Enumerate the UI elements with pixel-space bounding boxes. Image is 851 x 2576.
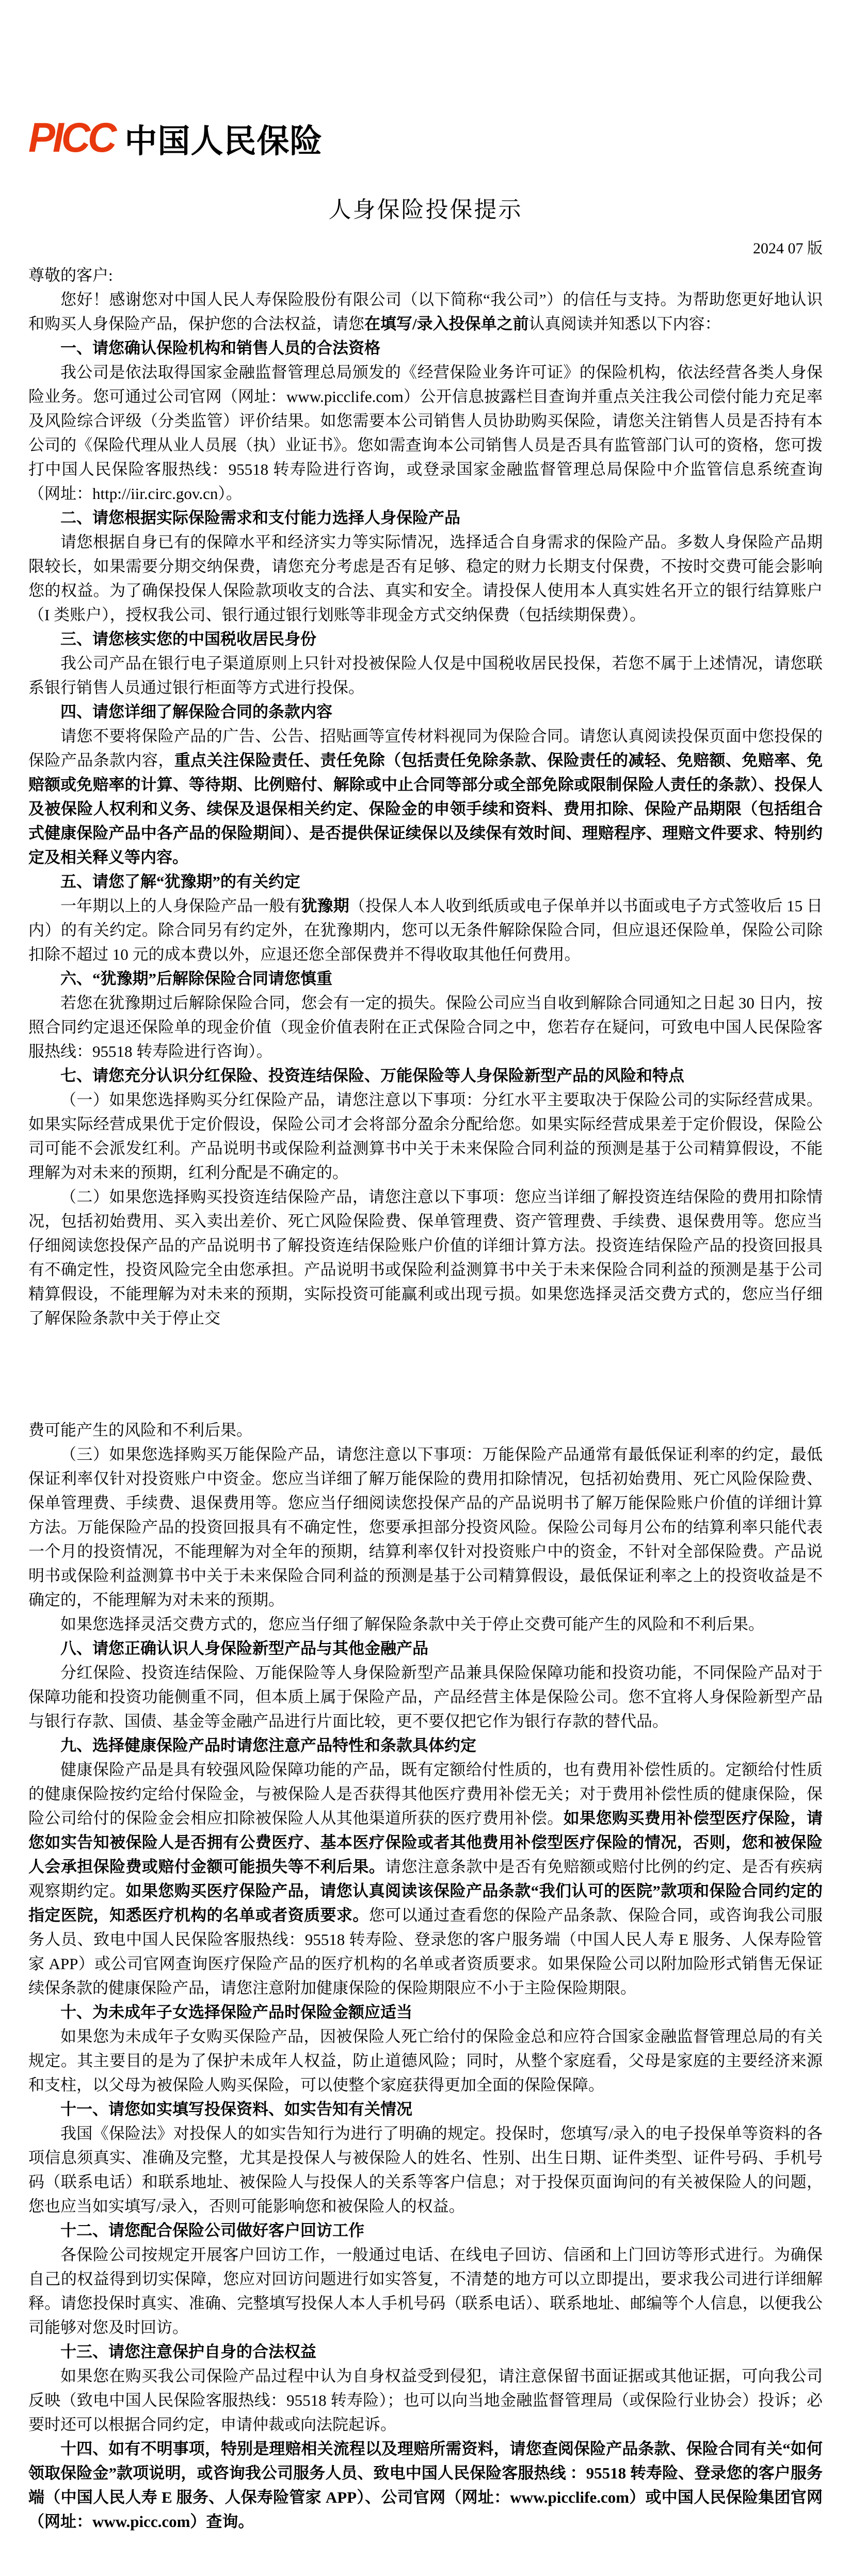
text-run: 尊敬的客户: [28, 266, 113, 284]
text-run: 十、为未成年子女选择保险产品时保险金额应适当 [60, 2003, 412, 2021]
text-run: 九、选择健康保险产品时请您注意产品特性和条款具体约定 [60, 1736, 476, 1754]
text-run: 一年期以上的人身保险产品一般有 [60, 897, 301, 915]
section-heading [28, 2000, 823, 2024]
text-run: 八、请您正确认识人身保险新型产品与其他金融产品 [60, 1639, 428, 1657]
text-run: 五、请您了解“犹豫期”的有关约定 [60, 873, 300, 891]
section-heading [28, 2218, 823, 2243]
text-run: 认真阅读并知悉以下内容： [528, 315, 721, 333]
text-run: 我国《保险法》对投保人的如实告知行为进行了明确的规定。投保时，您填写/录入的电子投保单等资料的各项信息须真实、准确及完整，尤其是投保人与被保险人的姓名、性别、出生日期、证件类型、证件号码、手机号码（联系电话）和联系地址、被保险人与投保人的关系等客户信息；对于投保页面询问的有关被保险人的问题，您也应当如实填写/录入，否则可能影响您和被保险人的权益。 [28, 2124, 823, 2215]
text-run: 六、“犹豫期”后解除保险合同请您慎重 [60, 970, 332, 988]
text-run: 您可以通过查看您的保险产品条款、保险合同，或咨询我公司服务人员、致电中国人民保险客服热线：95518 转寿险、登录您的客户服务端（中国人民人寿 E 服务、人保寿险管家 APP）或公司官网查询医疗保险产品的医疗机构的名单或者资质要求。如果保险公司以附加险形式销售无保证续保条款的健康保险产品，请您注意附加健康保险的保险期限应不小于主险保险期限。 [28, 1906, 823, 1997]
paragraph [28, 651, 823, 700]
version-label: 2024 07 版 [753, 240, 823, 257]
text-run: （二）如果您选择购买投资连结保险产品，请您注意以下事项：您应当详细了解投资连结保险的费用扣除情况，包括初始费用、买入卖出差价、死亡风险保险费、保单管理费、资产管理费、手续费、退保费用等。您应当仔细阅读您投保产品的产品说明书了解投资连结保险账户价值的详细计算方法。投资连结保险产品的投资回报具有不确定性，投资风险完全由您承担。产品说明书或保险利益测算书中关于未来保险合同利益的预测是基于公司精算假设，不能理解为对未来的预期，实际投资可能赢利或出现亏损。如果您选择灵活交费方式的，您应当仔细了解保险条款中关于停止交 [28, 1188, 823, 1327]
picc-logo-icon: PICC [28, 113, 115, 161]
text-run: 请您不要将保险产品的广告、公告、招贴画等宣传材料视同为保险合同。请您认真阅读投保页面中您投保的保险产品条款内容， [28, 727, 823, 769]
section-heading [28, 700, 823, 724]
paragraph [28, 1612, 823, 1636]
paragraph [28, 991, 823, 1064]
text-run: 十二、请您配合保险公司做好客户回访工作 [60, 2221, 364, 2240]
section-heading [28, 1064, 823, 1088]
paragraph [28, 530, 823, 627]
paragraph [28, 2024, 823, 2097]
company-logo [28, 113, 823, 161]
paragraph [28, 1442, 823, 1612]
text-run: 请您注意条款中是否有免赔额或赔付比例的约定、是否有疾病观察期约定。 [28, 1858, 823, 1900]
paragraph [28, 287, 823, 336]
text-run: 分红保险、投资连结保险、万能保险等人身保险新型产品兼具保险保障功能和投资功能，不同保险产品对于保障功能和投资功能侧重不同，但本质上属于保险产品，产品经营主体是保险公司。您不宜将人身保险新型产品与银行存款、国债、基金等金融产品进行片面比较，更不要仅把它作为银行存款的替代品。 [28, 1664, 823, 1730]
section-heading [28, 336, 823, 360]
section-heading [28, 870, 823, 894]
paragraph [28, 2364, 823, 2437]
text-run: 健康保险产品是具有较强风险保障功能的产品，既有定额给付性质的，也有费用补偿性质的。定额给付性质的健康保险按约定给付保险金，与被保险人是否获得其他医疗费用补偿无关；对于费用补偿性质的健康保险，保险公司给付的保险金会相应扣除被保险人从其他渠道所获的医疗费用补偿。 [28, 1761, 823, 1827]
paragraph [28, 1088, 823, 1185]
page-title: 人身保险投保提示 [328, 197, 523, 222]
text-run: 十三、请您注意保护自身的合法权益 [60, 2343, 316, 2361]
paragraph [28, 1758, 823, 2000]
text-run: 十一、请您如实填写投保资料、如实告知有关情况 [60, 2100, 412, 2118]
bold-text-run: 如果您购买费用补偿型医疗保险，请您如实告知被保险人是否拥有公费医疗、基本医疗保险或者其他费用补偿型医疗保险的情况，否则，您和被保险人会承担保险费或赔付金额可能损失等不利后果。 [28, 1809, 823, 1876]
section-heading [28, 2340, 823, 2364]
text-run: 七、请您充分认识分红保险、投资连结保险、万能保险等人身保险新型产品的风险和特点 [60, 1067, 684, 1085]
text-run: 若您在犹豫期过后解除保险合同，您会有一定的损失。保险公司应当自收到解除合同通知之日起 30 日内，按照合同约定退还保险单的现金价值（现金价值表附在正式保险合同之中，您若存在疑问，可致电中国人民保险客服热线：95518 转寿险进行咨询）。 [28, 994, 823, 1060]
text-run: 如果您选择灵活交费方式的，您应当仔细了解保险条款中关于停止交费可能产生的风险和不利后果。 [60, 1615, 764, 1633]
section-heading [28, 1733, 823, 1758]
section-heading [28, 506, 823, 530]
text-run: 如果您在购买我公司保险产品过程中认为自身权益受到侵犯，请注意保留书面证据或其他证据，可向我公司反映（致电中国人民保险客服热线：95518 转寿险）；也可以向当地金融监督管理局（或保险行业协会）投诉；必要时还可以根据合同约定，申请仲裁或向法院起诉。 [28, 2367, 823, 2434]
paragraph [28, 894, 823, 967]
text-run: （投保人本人收到纸质或电子保单并以书面或电子方式签收后 15 日内）的有关约定。除合同另有约定外，在犹豫期内，您可以无条件解除保险合同，但应退还保险单，保险公司除扣除不超过 10 元的成本费以外，应退还您全部保费并不得收取其他任何费用。 [28, 897, 823, 963]
paragraph [28, 360, 823, 506]
company-name: 中国人民保险 [124, 123, 323, 159]
paragraph [28, 1661, 823, 1733]
section-heading [28, 967, 823, 991]
paragraph [28, 2243, 823, 2340]
bold-text-run: 犹豫期 [301, 897, 349, 915]
paragraph [28, 2121, 823, 2218]
text-run: （三）如果您选择购买万能保险产品，请您注意以下事项：万能保险产品通常有最低保证利率的约定，最低保证利率仅针对投资账户中资金。您应当详细了解万能保险的费用扣除情况，包括初始费用、死亡风险保险费、保单管理费、手续费、退保费用等。您应当仔细阅读您投保产品的产品说明书了解万能保险账户价值的详细计算方法。万能保险产品的投资回报具有不确定性，您要承担部分投资风险。保险公司每月公布的结算利率只能代表一个月的投资情况，不能理解为对全年的预期，结算利率仅针对投资账户中的资金，不针对全部保险费。产品说明书或保险利益测算书中关于未来保险合同利益的预测是基于公司精算假设，最低保证利率之上的投资收益是不确定的，不能理解为对未来的预期。 [28, 1445, 823, 1609]
section-heading [28, 1636, 823, 1661]
document-body [28, 263, 823, 2534]
section-heading [28, 2097, 823, 2121]
text-run: 一、请您确认保险机构和销售人员的合法资格 [60, 339, 380, 357]
text-run: 请您根据自身已有的保障水平和经济实力等实际情况，选择适合自身需求的保险产品。多数人身保险产品期限较长，如果需要分期交纳保费，请您充分考虑是否有足够、稳定的财力长期支付保费，不按时交费可能会影响您的权益。为了确保投保人保险款项收支的合法、真实和安全。请投保人使用本人真实姓名开立的银行结算账户（I 类账户），授权我公司、银行通过银行划账等非现金方式交纳保费（包括续期保费）。 [28, 533, 823, 624]
text-run: 我公司产品在银行电子渠道原则上只针对投被保险人仅是中国税收居民投保，若您不属于上述情况，请您联系银行销售人员通过银行柜面等方式进行投保。 [28, 654, 823, 697]
paragraph [28, 2437, 823, 2534]
bold-text-run: 如果您购买医疗保险产品，请您认真阅读该保险产品条款“我们认可的医院”款项和保险合同约定的指定医院，知悉医疗机构的名单或者资质要求。 [28, 1882, 823, 1924]
text-run: （一）如果您选择购买分红保险产品，请您注意以下事项：分红水平主要取决于保险公司的实际经营成果。如果实际经营成果优于定价假设，保险公司才会将部分盈余分配给您。如果实际经营成果差于定价假设，保险公司可能不会派发红利。产品说明书或保险利益测算书中关于未来保险合同利益的预测是基于公司精算假设，不能理解为对未来的预期，红利分配是不确定的。 [28, 1091, 823, 1182]
paragraph [28, 724, 823, 870]
text-run: 费可能产生的风险和不利后果。 [28, 1421, 252, 1439]
section-heading [28, 627, 823, 651]
text-run: 三、请您核实您的中国税收居民身份 [60, 630, 316, 648]
paragraph [28, 1185, 823, 1330]
bold-text-run: 重点关注保险责任、责任免除（包括责任免除条款、保险责任的减轻、免赔额、免赔率、免赔额或免赔率的计算、等待期、比例赔付、解除或中止合同等部分或全部免除或限制保险人责任的条款）、投保人及被保险人权利和义务、续保及退保相关约定、保险金的申领手续和资料、费用扣除、保险产品期限（包括组合式健康保险产品中各产品的保险期间）、是否提供保证续保以及续保有效时间、理赔程序、理赔文件要求、特别约定及相关释义等内容。 [28, 751, 823, 866]
page-break-gap [28, 1330, 823, 1418]
text-run: 如果您为未成年子女购买保险产品，因被保险人死亡给付的保险金总和应符合国家金融监督管理总局的有关规定。其主要目的是为了保护未成年人权益，防止道德风险；同时，从整个家庭看，父母是家庭的主要经济来源和支柱，以父母为被保险人购买保险，可以使整个家庭获得更加全面的保险保障。 [28, 2027, 823, 2094]
paragraph [28, 1418, 823, 1442]
document-page [0, 113, 851, 2534]
text-run: 二、请您根据实际保险需求和支付能力选择人身保险产品 [60, 509, 460, 527]
bold-text-run: 十四、如有不明事项，特别是理赔相关流程以及理赔所需资料，请您查阅保险产品条款、保险合同有关“如何领取保险金”款项说明，或咨询我公司服务人员、致电中国人民保险客服热线 ：95518 转寿险、登录您的客户服务端（中国人民人寿 E 服务、人保寿险管家 APP）、公司官网（网址：www.picclife.com）或中国人民保险集团官网（网址：www.picc.com）查询。 [28, 2440, 823, 2531]
bold-text-run: 在填写/录入投保单之前 [364, 315, 529, 333]
paragraph [28, 263, 823, 287]
text-run: 四、请您详细了解保险合同的条款内容 [60, 703, 332, 721]
text-run: 各保险公司按规定开展客户回访工作，一般通过电话、在线电子回访、信函和上门回访等形式进行。为确保自己的权益得到切实保障，您应对回访问题进行如实答复，不清楚的地方可以立即提出，要求我公司进行详细解释。请您投保时真实、准确、完整填写投保人本人手机号码（联系电话）、联系地址、邮编等个人信息，以便我公司能够对您及时回访。 [28, 2246, 823, 2337]
text-run: 我公司是依法取得国家金融监督管理总局颁发的《经营保险业务许可证》的保险机构，依法经营各类人身保险业务。您可通过公司官网（网址：www.picclife.com）公开信息披露栏目查询并重点关注我公司偿付能力充足率及风险综合评级（分类监管）评价结果。如您需要本公司销售人员协助购买保险，请您关注销售人员是否持有本公司的《保险代理从业人员展（执）业证书》。您如需查询本公司销售人员是否具有监管部门认可的资格，您可拨打中国人民保险客服热线：95518 转寿险进行咨询，或登录国家金融监督管理总局保险中介监管信息系统查询（网址：http://iir.circ.gov.cn）。 [28, 363, 823, 503]
text-run: 您好！感谢您对中国人民人寿保险股份有限公司（以下简称“我公司”）的信任与支持。为帮助您更好地认识和购买人身保险产品，保护您的合法权益，请您 [28, 291, 823, 333]
